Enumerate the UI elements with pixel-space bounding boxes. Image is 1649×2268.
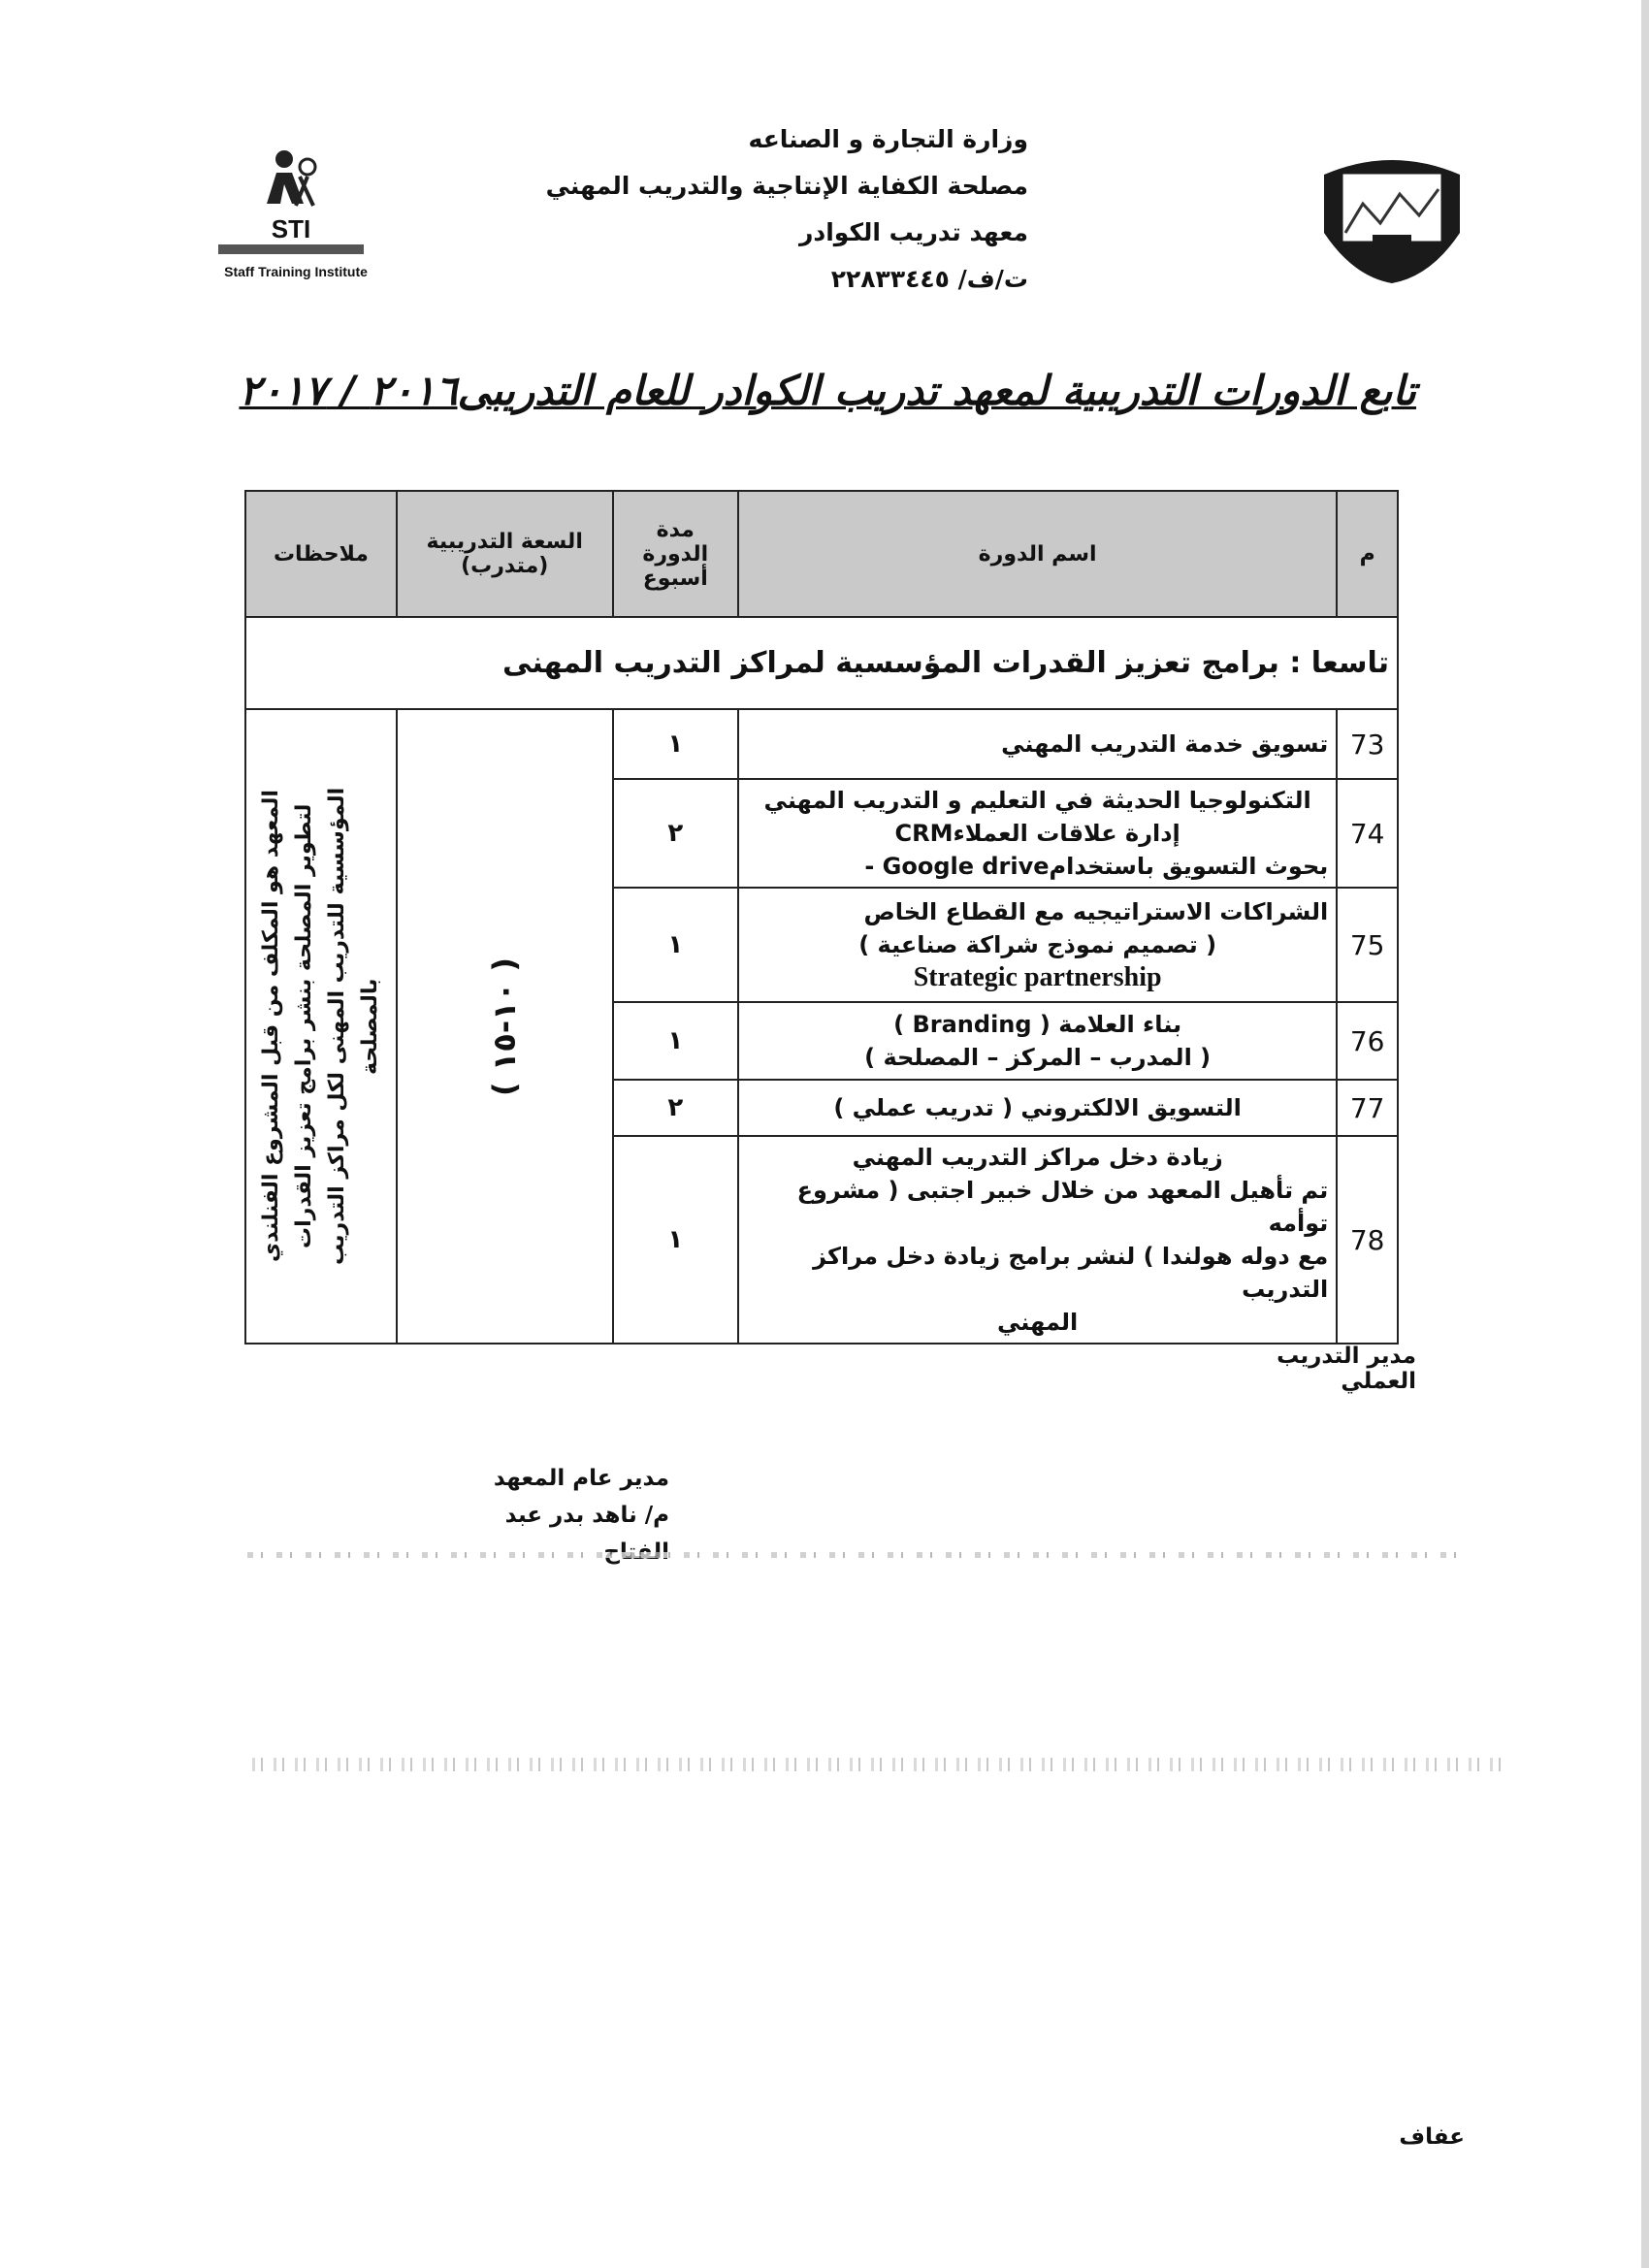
authority-name: مصلحة الكفاية الإنتاجية والتدريب المهني — [545, 172, 1028, 200]
scan-artifact — [247, 1552, 1470, 1558]
table-header-row — [245, 491, 1398, 617]
institute-emblem — [1314, 146, 1470, 286]
course-line: إدارة علاقات العملاءCRM — [894, 820, 1180, 847]
logo-abbr: STI — [271, 214, 311, 243]
header-duration: مدة الدورة أسبوع — [613, 491, 739, 617]
course-line: التكنولوجيا الحديثة في التعليم و التدريب المهني — [763, 787, 1311, 814]
logo-english: Staff Training Institute — [224, 264, 368, 279]
course-line: زيادة دخل مراكز التدريب المهني — [852, 1144, 1223, 1171]
practical-training-manager: مدير التدريب العملي — [1277, 1344, 1416, 1394]
course-name — [738, 1080, 1337, 1136]
clerk-initials: عفاف — [1399, 2124, 1465, 2150]
page-title: تابع الدورات التدريبية لمعهد تدريب الكوادر للعام التدريبى٢٠١٦ / ٢٠١٧ — [239, 367, 1416, 414]
course-name — [738, 1136, 1337, 1344]
course-name — [738, 709, 1337, 779]
course-name — [738, 1002, 1337, 1080]
table-row — [245, 709, 1398, 779]
notes-cell — [245, 709, 397, 1344]
sti-logo — [199, 146, 383, 291]
institute-name: معهد تدريب الكوادر — [799, 218, 1028, 246]
row-number: 73 — [1337, 709, 1398, 779]
ministry-name: وزارة التجارة و الصناعه — [748, 125, 1028, 153]
section-row — [245, 617, 1398, 709]
scan-artifact — [252, 1758, 1504, 1771]
course-line: الشراكات الاستراتيجيه مع القطاع الخاص — [863, 898, 1329, 925]
header-capacity: السعة التدريبية (متدرب) — [397, 491, 613, 617]
row-number: 75 — [1337, 888, 1398, 1002]
course-line: التسويق الالكتروني ( تدريب عملي ) — [833, 1094, 1242, 1121]
capacity-cell — [397, 709, 613, 1344]
courses-table — [244, 490, 1399, 1345]
general-manager-name: م/ ناهد بدر عبد — [504, 1503, 669, 1528]
general-manager-title: مدير عام المعهد — [493, 1466, 669, 1491]
header-name: اسم الدورة — [738, 491, 1337, 617]
course-line: بناء العلامة ( Branding ) — [893, 1011, 1182, 1038]
capacity-value: ( ١٠-١٥ ) — [486, 956, 524, 1096]
course-line: مع دوله هولندا ) لنشر برامج زيادة دخل مراكز التدريب — [813, 1243, 1329, 1303]
header-notes: ملاحظات — [245, 491, 397, 617]
course-duration: ٢ — [613, 779, 739, 888]
row-number: 74 — [1337, 779, 1398, 888]
course-line: بحوث التسويق باستخدامGoogle drive - — [864, 853, 1329, 880]
course-line: ( تصميم نموذج شراكة صناعية ) — [858, 931, 1217, 958]
course-line: تسويق خدمة التدريب المهني — [1001, 730, 1329, 758]
course-duration: ١ — [613, 709, 739, 779]
course-line: ( المدرب – المركز – المصلحة ) — [864, 1044, 1212, 1071]
row-number: 77 — [1337, 1080, 1398, 1136]
course-name — [738, 888, 1337, 1002]
course-duration: ١ — [613, 1136, 739, 1344]
course-duration: ٢ — [613, 1080, 739, 1136]
section-heading: تاسعا : برامج تعزيز القدرات المؤسسية لمراكز التدريب المهنى — [245, 617, 1398, 709]
course-line: Strategic partnership — [913, 962, 1162, 992]
course-line: تم تأهيل المعهد من خلال خبير اجتبى ( مشروع توأمه — [796, 1177, 1329, 1237]
course-line: المهني — [997, 1309, 1079, 1336]
scan-edge — [1641, 0, 1649, 2268]
phone-fax: ت/ف/ ٢٢٨٣٣٤٤٥ — [830, 265, 1028, 293]
row-number: 78 — [1337, 1136, 1398, 1344]
letterhead — [543, 116, 1028, 303]
notes-value: المعهد هو المكلف من قبل المشروع الفنلندي لتطوير المصلحة بنشر برامج تعزيز القدرات المؤسسية للتدريب المهنى لكل مراكز التدريب بالمصلحة — [258, 787, 382, 1266]
header-num: م — [1337, 491, 1398, 617]
course-name — [738, 779, 1337, 888]
course-duration: ١ — [613, 888, 739, 1002]
course-duration: ١ — [613, 1002, 739, 1080]
row-number: 76 — [1337, 1002, 1398, 1080]
